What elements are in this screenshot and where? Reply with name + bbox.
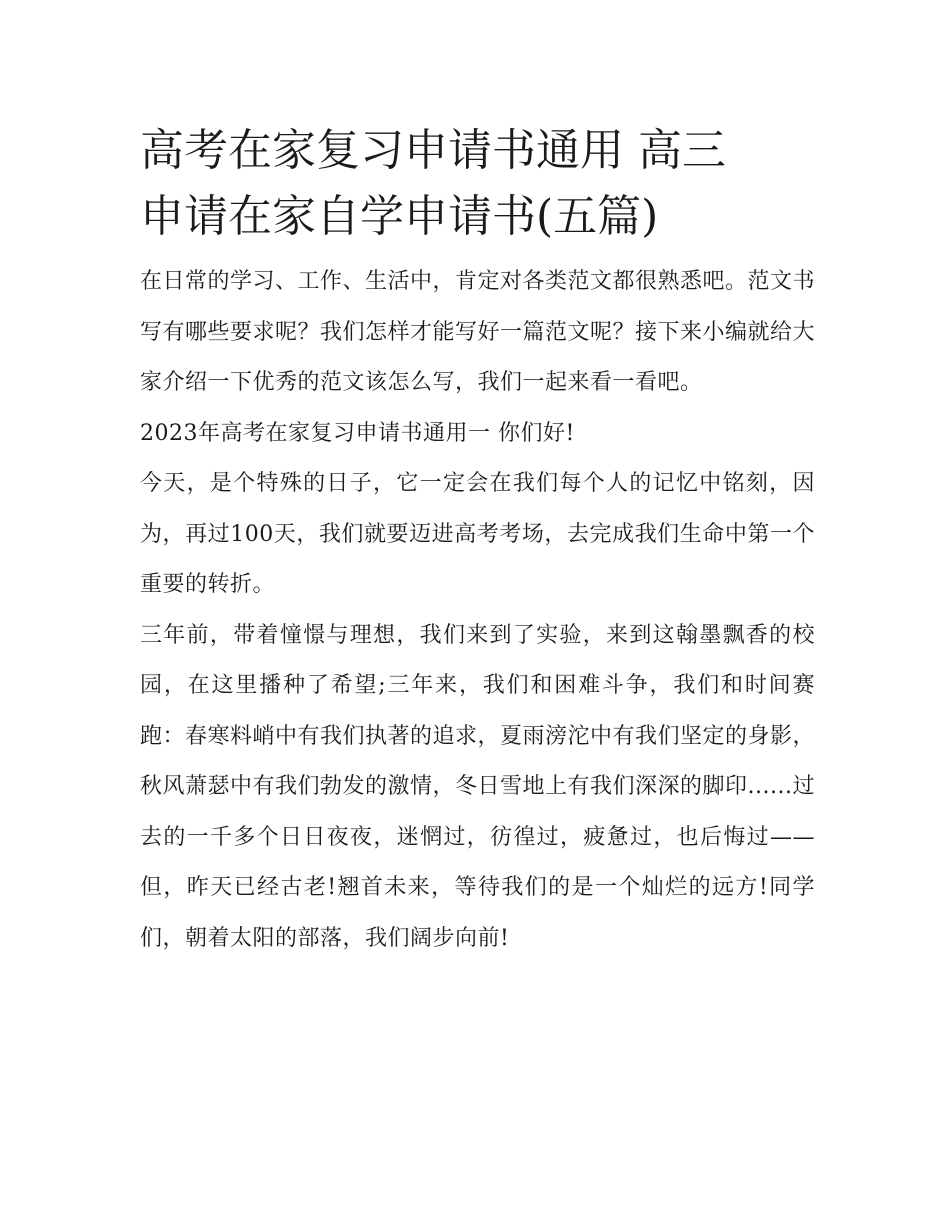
document-content [140, 118, 815, 964]
title-line-1: 高考在家复习申请书通用 高三 [140, 125, 726, 176]
body-paragraph-2: 三年前，带着憧憬与理想，我们来到了实验，来到这翰墨飘香的校园，在这里播种了希望;三年来，我们和困难斗争，我们和时间赛跑：春寒料峭中有我们执著的追求，夏雨滂沱中有我们坚定的身影，秋风萧瑟中有我们勃发的激情，冬日雪地上有我们深深的脚印......过去的一千多个日日夜夜，迷惘过，彷徨过，疲惫过，也后悔过——但，昨天已经古老!翘首未来，等待我们的是一个灿烂的远方!同学们，朝着太阳的部落，我们阔步向前! [140, 622, 816, 951]
document-title [140, 118, 815, 250]
body-paragraph-1: 今天，是个特殊的日子，它一定会在我们每个人的记忆中铭刻，因为，再过100天，我们就要迈进高考考场，去完成我们生命中第一个重要的转折。 [140, 471, 815, 597]
intro-paragraph: 在日常的学习、工作、生活中，肯定对各类范文都很熟悉吧。范文书写有哪些要求呢？我们怎样才能写好一篇范文呢？接下来小编就给大家介绍一下优秀的范文该怎么写，我们一起来看一看吧。 [140, 269, 816, 395]
section-heading: 2023年高考在家复习申请书通用一 你们好! [140, 420, 575, 446]
title-line-2: 申请在家自学申请书(五篇) [140, 191, 659, 242]
document-body [140, 257, 815, 964]
